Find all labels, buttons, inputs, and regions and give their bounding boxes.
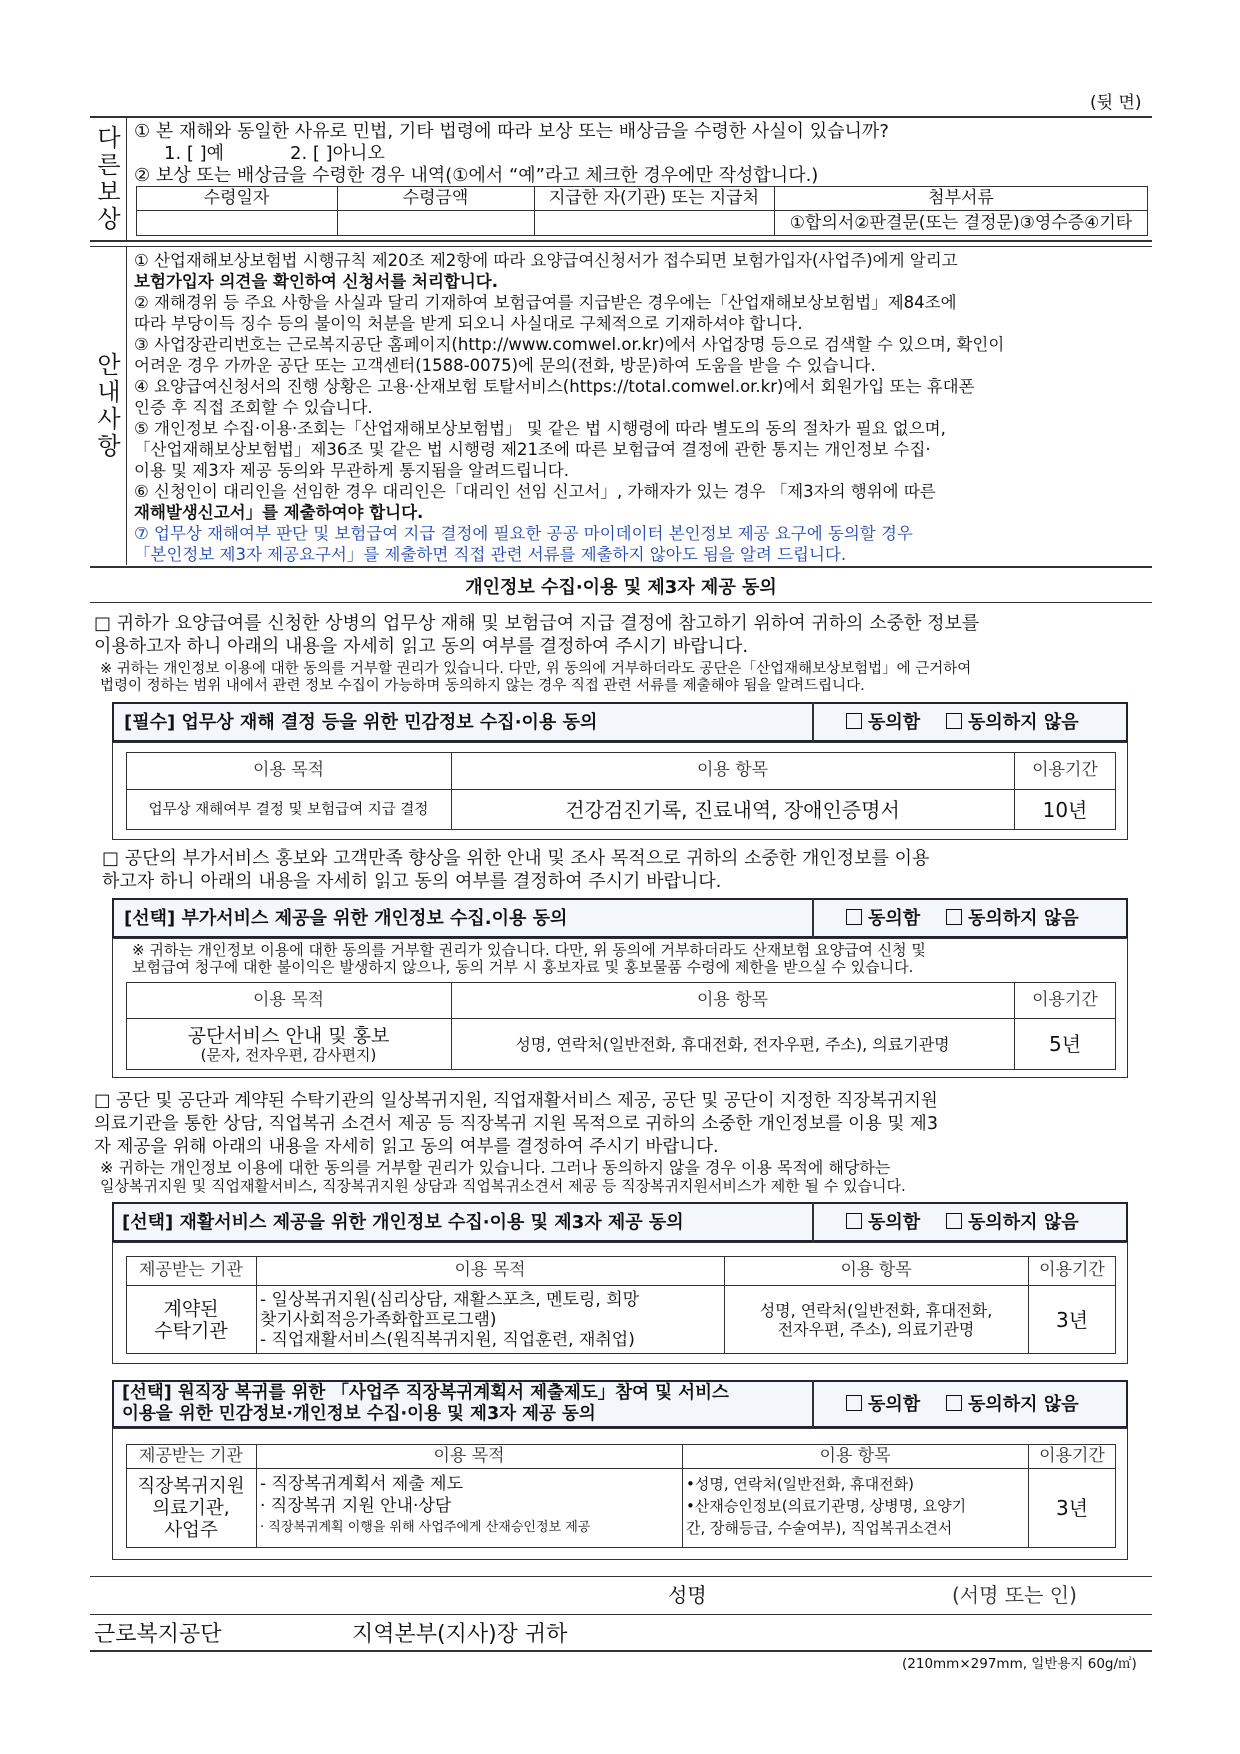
s4-title: [선택] 원직장 복귀를 위한 「사업주 직장복귀계획서 제출제도」참여 및 서비스 이용을 위한 민감정보·개인정보 수집·이용 및 제3자 제공 동의: [122, 1383, 729, 1424]
received-amount-input[interactable]: [337, 211, 534, 236]
s1-disagree-checkbox[interactable]: 동의하지 않음: [946, 713, 1079, 732]
checkbox-icon: [946, 713, 962, 729]
other-comp-label: 다 른 보 상: [97, 124, 121, 233]
s3-agree-checkbox[interactable]: 동의함: [846, 1213, 920, 1232]
col-received-date: 수령일자: [203, 187, 270, 208]
s2-note: ※ 귀하는 개인정보 이용에 대한 동의를 거부할 권리가 있습니다. 다만, 위 동의에 거부하더라도 산재보험 요양급여 신청 및 보험급여 청구에 대한 불이익은 발생하지 않으나, 동의 거부 시 홍보자료 및 홍보물품 수령에 제한을 받으실 수 있습니다.: [132, 941, 926, 976]
checkbox-icon: [946, 1395, 962, 1411]
payer-input[interactable]: [534, 211, 774, 236]
s1-agree-checkbox[interactable]: 동의함: [846, 713, 920, 732]
guide-text: ① 산업재해보상보험법 시행규칙 제20조 제2항에 따라 요양급여신청서가 접수되면 보험가입자(사업주)에게 알리고 보험가입자 의견을 확인하여 신청서를 처리합니다. ② 재해경위 등 주요 사항을 사실과 달리 기재하여 보험급여를 지급받은 경우에는「산업재해보상보험법」제84조에 따라 부당이득 징수 등의 불이익 처분을 받게 되오니 사실대로 구체적으로 기재하셔야 합니다. ③ 사업장관리번호는 근로복지공단 홈페이지(http://www.comwel.or.kr)에서 사업장명 등으로 검색할 수 있으며, 확인이 어려운 경우 가까운 공단 또는 고객센터(1588-0075)에 문의(전화, 방문)하여 도움을 받을 수 있습니다. ④ 요양급여신청서의 진행 상황은 고용·산재보험 토탈서비스(https://total.comwel.or.kr)에서 회원가입 또는 휴대폰 인증 후 직접 조회할 수 있습니다. ⑤ 개인정보 수집·이용·조회는「산업재해보상보험법」 및 같은 법 시행령에 따라 별도의 동의 절차가 필요 없으며, 「산업재해보상보험법」제36조 및 같은 법 시행령 제21조에 따른 보험급여 결정에 관한 통지는 개인정보 수집· 이용 및 제3자 제공 동의와 무관하게 통지됨을 알려드립니다. ⑥ 신청인이 대리인을 선임한 경우 대리인은「대리인 선임 신고서」, 가해자가 있는 경우 「제3자의 행위에 따른 재해발생신고서」를 제출하여야 합니다. ⑦ 업무상 재해여부 판단 및 보험급여 지급 결정에 필요한 공공 마이데이터 본인정보 제공 요구에 동의할 경우 「본인정보 제3자 제공요구서」를 제출하면 직접 관련 서류를 제출하지 않아도 됨을 알려 드립니다.: [134, 251, 1005, 564]
s2-agree-checkbox[interactable]: 동의함: [846, 909, 920, 928]
attachments-options[interactable]: ①합의서②판결문(또는 결정문)③영수증④기타: [789, 213, 1133, 233]
consent-title: 개인정보 수집·이용 및 제3자 제공 동의: [465, 577, 777, 598]
note-3: ※ 귀하는 개인정보 이용에 대한 동의를 거부할 권리가 있습니다. 그러나 동의하지 않을 경우 이용 목적에 해당하는 일상복귀지원 및 직업재활서비스, 직장복귀지원 상담과 직업복귀소견서 제공 등 직장복귀지원서비스가 제한 될 수 있습니다.: [100, 1158, 906, 1195]
s1-title: [필수] 업무상 재해 결정 등을 위한 민감정보 수집·이용 동의: [124, 712, 598, 733]
other-comp-q2: ② 보상 또는 배상금을 수령한 경우 내역(①에서 “예”라고 체크한 경우에만 작성합니다.): [134, 165, 819, 186]
intro-2: □ 공단의 부가서비스 홍보와 고객만족 향상을 위한 안내 및 조사 목적으로 귀하의 소중한 개인정보를 이용 하고자 하니 아래의 내용을 자세히 읽고 동의 여부를 결정하여 주시기 바랍니다.: [102, 848, 930, 892]
checkbox-icon: [946, 1213, 962, 1229]
other-comp-q1: ① 본 재해와 동일한 사유로 민법, 기타 법령에 따라 보상 또는 배상금을 수령한 사실이 있습니까?: [134, 121, 889, 142]
col-attachments: 첨부서류: [928, 187, 994, 208]
option-no[interactable]: 2. [ ]아니오: [290, 143, 385, 164]
intro-3: □ 공단 및 공단과 계약된 수탁기관의 일상복귀지원, 직업재활서비스 제공, 공단 및 공단이 지정한 직장복귀지원 의료기관을 통한 상담, 직업복귀 소견서 제공 등 직장복귀 지원 목적으로 귀하의 소중한 개인정보를 이용 및 제3 자 제공을 위해 아래의 내용을 자세히 읽고 동의 여부를 결정하여 주시기 바랍니다.: [94, 1091, 938, 1157]
col-payer: 지급한 자(기관) 또는 지급처: [548, 187, 760, 208]
intro-1: □ 귀하가 요양급여를 신청한 상병의 업무상 재해 및 보험급여 지급 결정에 참고하기 위하여 귀하의 소중한 정보를 이용하고자 하니 아래의 내용을 자세히 읽고 동의 여부를 결정하여 주시기 바랍니다.: [94, 613, 980, 657]
page-side-label: (뒷 면): [1090, 93, 1142, 113]
option-yes[interactable]: 1. [ ]예: [164, 143, 225, 164]
s2-disagree-checkbox[interactable]: 동의하지 않음: [946, 909, 1079, 928]
signature-hint[interactable]: (서명 또는 인): [952, 1583, 1077, 1607]
signature-label: 성명: [668, 1583, 707, 1607]
recipient-org: 근로복지공단: [94, 1622, 222, 1647]
checkbox-icon: [846, 1395, 862, 1411]
paper-spec: (210mm×297mm, 일반용지 60g/㎡): [902, 1656, 1137, 1672]
note-1: ※ 귀하는 개인정보 이용에 대한 동의를 거부할 권리가 있습니다. 다만, 위 동의에 거부하더라도 공단은「산업재해보상보험법」에 근거하여 법령이 정하는 범위 내에서 관련 정보 수집이 가능하며 동의하지 않는 경우 직접 관련 서류를 제출해야 됨을 알려드립니다.: [100, 661, 972, 694]
s3-disagree-checkbox[interactable]: 동의하지 않음: [946, 1213, 1079, 1232]
received-date-input[interactable]: [136, 211, 337, 236]
s2-title: [선택] 부가서비스 제공을 위한 개인정보 수집.이용 동의: [124, 908, 568, 929]
checkbox-icon: [946, 909, 962, 925]
recipient: 지역본부(지사)장 귀하: [352, 1622, 568, 1647]
checkbox-icon: [846, 1213, 862, 1229]
top-rule: [90, 116, 1152, 118]
checkbox-icon: [846, 909, 862, 925]
checkbox-icon: [846, 713, 862, 729]
s3-title: [선택] 재활서비스 제공을 위한 개인정보 수집·이용 및 제3자 제공 동의: [122, 1212, 684, 1233]
guide-label: 안 내 사 항: [97, 351, 121, 460]
document-page: (뒷 면) 다 른 보 상 ① 본 재해와 동일한 사유로 민법, 기타 법령에 따라 보상 또는 배상금을 수령한 사실이 있습니까? 1. [ ]예 2. [ ]아니오 ② 보상 또는 배상금을 수령한 경우 내역(①에서 “예”라고 체크한 경우에만 작성합니다.) 수령일자 수령금액 지급한 자(기관) 또는 지급처 첨부서류 ①합의서②판결문(또는 결정문)③영수증④기타 안 내 사 항 ① 산업재해보상보험법 시행규칙 제20조 제2항에 따라 요양급여신청서가 접수되면 보험가입자(사업주)에게 알리고 보험가입자 의견을 확인하여 신청서를 처리합니다. ② 재해경위 등 주요 사항을 사실과 달리 기재하여 보험급여를 지급받은 경우에는「산업재해보상보험법」제84조에 따라 부당이득 징수 등의 불이익 처분을 받게 되오니 사실대로 구체적으로 기재하셔야 합니다. ③ 사업장관리번호는 근로복지공단 홈페이지(http://www.comwel.or.kr)에서 사업장명 등으로 검색할 수 있으며, 확인이 어려운 경우 가까운 공단 또는 고객센터(1588-0075)에 문의(전화, 방문)하여 도움을 받을 수 있습니다. ④ 요양급여신청서의 진행 상황은 고용·산재보험 토탈서비스(https://total.comwel.or.kr)에서 회원가입 또는 휴대폰 인증 후 직접 조회할 수 있습니다. ⑤ 개인정보 수집·이용·조회는「산업재해보상보험법」 및 같은 법 시행령에 따라 별도의 동의 절차가 필요 없으며, 「산업재해보상보험법」제36조 및 같은 법 시행령 제21조에 따른 보험급여 결정에 관한 통지는 개인정보 수집· 이용 및 제3자 제공 동의와 무관하게 통지됨을 알려드립니다. ⑥ 신청인이 대리인을 선임한 경우 대리인은「대리인 선임 신고서」, 가해자가 있는 경우 「제3자의 행위에 따른 재해발생신고서」를 제출하여야 합니다. ⑦ 업무상 재해여부 판단 및 보험급여 지급 결정에 필요한 공공 마이데이터 본인정보 제공 요구에 동의할 경우 「본인정보 제3자 제공요구서」를 제출하면 직접 관련 서류를 제출하지 않아도 됨을 알려 드립니다. 개인정보 수집·이용 및 제3자 제공 동의 □ 귀하가 요양급여를 신청한 상병의 업무상 재해 및 보험급여 지급 결정에 참고하기 위하여 귀하의 소중한 정보를 이용하고자 하니 아래의 내용을 자세히 읽고 동의 여부를 결정하여 주시기 바랍니다. ※ 귀하는 개인정보 이용에 대한 동의를 거부할 권리가 있습니다. 다만, 위 동의에 거부하더라도 공단은「산업재해보상보험법」에 근거하여 법령이 정하는 범위 내에서 관련 정보 수집이 가능하며 동의하지 않는 경우 직접 관련 서류를 제출해야 됨을 알려드립니다. [필수] 업무상 재해 결정 등을 위한 민감정보 수집·이용 동의 동의함 동의하지 않음 이용 목적 이용 항목 이용기간 업무상 재해여부 결정 및 보험급여 지급 결정 건강검진기록, 진료내역, 장애인증명서 10년 □ 공단의 부가서비스 홍보와 고객만족 향상을 위한 안내 및 조사 목적으로 귀하의 소중한 개인정보를 이용 하고자 하니 아래의 내용을 자세히 읽고 동의 여부를 결정하여 주시기 바랍니다. [선택] 부가서비스 제공을 위한 개인정보 수집.이용 동의 동의함 동의하지 않음 ※ 귀하는 개인정보 이용에 대한 동의를 거부할 권리가 있습니다. 다만, 위 동의에 거부하더라도 산재보험 요양급여 신청 및 보험급여 청구에 대한 불이익은 발생하지 않으나, 동의 거부 시 홍보자료 및 홍보물품 수령에 제한을 받으실 수 있습니다. 이용 목적 이용 항목 이용기간 공단서비스 안내 및 홍보 (문자, 전자우편, 감사편지) 성명, 연락처(일반전화, 휴대전화, 전자우편, 주소), 의료기관명 5년 □ 공단 및 공단과 계약된 수탁기관의 일상복귀지원, 직업재활서비스 제공, 공단 및 공단이 지정한 직장복귀지원 의료기관을 통한 상담, 직업복귀 소견서 제공 등 직장복귀 지원 목적으로 귀하의 소중한 개인정보를 이용 및 제3 자 제공을 위해 아래의 내용을 자세히 읽고 동의 여부를 결정하여 주시기 바랍니다. ※ 귀하는 개인정보 이용에 대한 동의를 거부할 권리가 있습니다. 그러나 동의하지 않을 경우 이용 목적에 해당하는 일상복귀지원 및 직업재활서비스, 직장복귀지원 상담과 직업복귀소견서 제공 등 직장복귀지원서비스가 제한 될 수 있습니다. [선택] 재활서비스 제공을 위한 개인정보 수집·이용 및 제3자 제공 동의 동의함 동의하지 않음 제공받는 기관 이용 목적 이용 항목 이용기간 계약된 수탁기관 - 일상복귀지원(심리상담, 재활스포츠, 멘토링, 희망 찾기사회적응가족화합프로그램) - 직업재활서비스(원직복귀지원, 직업훈련, 재취업) 성명, 연락처(일반전화, 휴대전화, 전자우편, 주소), 의료기관명 3년 [선택] 원직장 복귀를 위한 「사업주 직장복귀계획서 제출제도」참여 및 서비스 이용을 위한 민감정보·개인정보 수집·이용 및 제3자 제공 동의 동의함 동의하지 않음 제공받는 기관 이용 목적 이용 항목 이용기간 직장복귀지원 의료기관, 사업주 - 직장복귀계획서 제출 제도 · 직장복귀 지원 안내·상담 · 직장복귀계획 이행을 위해 사업주에게 산재승인정보 제공 •성명, 연락처(일반전화, 휴대전화) •산재승인정보(의료기관명, 상병명, 요양기 간, 장해등급, 수술여부), 직업복귀소견서 3년 성명 (서명 또는 인) 근로복지공단 지역본부(지사)장 귀하 (210mm×297mm, 일반용지 60g/㎡): [0, 0, 1240, 1754]
label-divider: [126, 118, 127, 240]
s4-disagree-checkbox[interactable]: 동의하지 않음: [946, 1395, 1079, 1414]
s4-agree-checkbox[interactable]: 동의함: [846, 1395, 920, 1414]
col-received-amount: 수령금액: [402, 187, 469, 208]
